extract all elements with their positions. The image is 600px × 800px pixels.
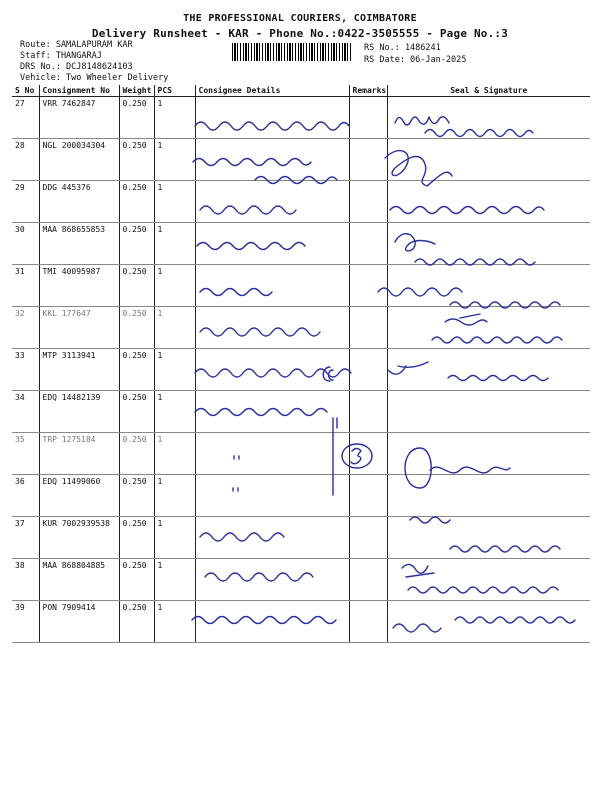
row-signature bbox=[387, 265, 590, 307]
table-row bbox=[12, 601, 590, 643]
row-consignment-no: MTP 3113941 bbox=[39, 349, 119, 391]
row-consignment-no: MAA 868655853 bbox=[39, 223, 119, 265]
row-consignee-details bbox=[195, 601, 349, 643]
row-weight: 0.250 bbox=[119, 559, 154, 601]
table-row bbox=[12, 223, 590, 265]
row-weight: 0.250 bbox=[119, 307, 154, 349]
row-signature bbox=[387, 559, 590, 601]
row-pcs: 1 bbox=[154, 265, 195, 307]
row-signature bbox=[387, 391, 590, 433]
table-row bbox=[12, 391, 590, 433]
row-sno: 28 bbox=[12, 139, 39, 181]
row-weight: 0.250 bbox=[119, 433, 154, 475]
row-remarks bbox=[349, 433, 387, 475]
col-header-weight: Weight bbox=[119, 85, 154, 97]
row-weight: 0.250 bbox=[119, 601, 154, 643]
col-header-remarks: Remarks bbox=[349, 85, 387, 97]
table-row bbox=[12, 349, 590, 391]
row-signature bbox=[387, 181, 590, 223]
row-consignment-no: MAA 868804885 bbox=[39, 559, 119, 601]
row-pcs: 1 bbox=[154, 517, 195, 559]
row-sno: 36 bbox=[12, 475, 39, 517]
table-row bbox=[12, 97, 590, 139]
row-weight: 0.250 bbox=[119, 181, 154, 223]
col-header-sno: S No bbox=[12, 85, 39, 97]
row-consignment-no: KKL 177647 bbox=[39, 307, 119, 349]
row-sno: 33 bbox=[12, 349, 39, 391]
row-sno: 27 bbox=[12, 97, 39, 139]
row-weight: 0.250 bbox=[119, 139, 154, 181]
row-signature bbox=[387, 97, 590, 139]
table-row bbox=[12, 475, 590, 517]
row-remarks bbox=[349, 223, 387, 265]
row-remarks bbox=[349, 349, 387, 391]
row-consignment-no: EDQ 11499060 bbox=[39, 475, 119, 517]
col-header-pcs: PCS bbox=[154, 85, 195, 97]
row-consignee-details bbox=[195, 181, 349, 223]
rs-number: RS No.: 1486241 bbox=[364, 43, 441, 53]
row-consignee-details bbox=[195, 391, 349, 433]
row-consignee-details bbox=[195, 475, 349, 517]
col-header-consignment: Consignment No bbox=[39, 85, 119, 97]
row-consignment-no: KUR 7002939538 bbox=[39, 517, 119, 559]
row-signature bbox=[387, 601, 590, 643]
row-remarks bbox=[349, 181, 387, 223]
row-pcs: 1 bbox=[154, 601, 195, 643]
row-consignee-details bbox=[195, 307, 349, 349]
row-weight: 0.250 bbox=[119, 265, 154, 307]
row-remarks bbox=[349, 475, 387, 517]
row-signature bbox=[387, 307, 590, 349]
row-weight: 0.250 bbox=[119, 475, 154, 517]
table-row bbox=[12, 517, 590, 559]
row-consignee-details bbox=[195, 139, 349, 181]
table-row bbox=[12, 559, 590, 601]
row-signature bbox=[387, 349, 590, 391]
row-consignment-no: TRP 1275184 bbox=[39, 433, 119, 475]
table-row bbox=[12, 139, 590, 181]
vehicle-label: Vehicle: Two Wheeler Delivery bbox=[20, 73, 169, 83]
row-consignment-no: TMI 40095987 bbox=[39, 265, 119, 307]
row-signature bbox=[387, 433, 590, 475]
row-consignment-no: NGL 200034304 bbox=[39, 139, 119, 181]
row-sno: 38 bbox=[12, 559, 39, 601]
staff-label: Staff: THANGARAJ bbox=[20, 51, 102, 61]
row-pcs: 1 bbox=[154, 97, 195, 139]
row-weight: 0.250 bbox=[119, 223, 154, 265]
row-sno: 39 bbox=[12, 601, 39, 643]
row-consignee-details bbox=[195, 517, 349, 559]
row-remarks bbox=[349, 517, 387, 559]
row-signature bbox=[387, 223, 590, 265]
row-remarks bbox=[349, 307, 387, 349]
row-signature bbox=[387, 475, 590, 517]
row-weight: 0.250 bbox=[119, 391, 154, 433]
row-consignee-details bbox=[195, 265, 349, 307]
row-sno: 37 bbox=[12, 517, 39, 559]
row-pcs: 1 bbox=[154, 139, 195, 181]
runsheet-title: THE PROFESSIONAL COURIERS, COIMBATORE bbox=[183, 13, 417, 24]
row-sno: 31 bbox=[12, 265, 39, 307]
row-consignment-no: EDQ 14482139 bbox=[39, 391, 119, 433]
row-remarks bbox=[349, 265, 387, 307]
row-sno: 29 bbox=[12, 181, 39, 223]
row-consignment-no: PON 7909414 bbox=[39, 601, 119, 643]
table-row bbox=[12, 181, 590, 223]
row-consignment-no: DDG 445376 bbox=[39, 181, 119, 223]
row-signature bbox=[387, 139, 590, 181]
row-pcs: 1 bbox=[154, 475, 195, 517]
row-remarks bbox=[349, 139, 387, 181]
row-pcs: 1 bbox=[154, 223, 195, 265]
row-sno: 32 bbox=[12, 307, 39, 349]
rs-date: RS Date: 06-Jan-2025 bbox=[364, 55, 467, 65]
table-row bbox=[12, 433, 590, 475]
row-pcs: 1 bbox=[154, 349, 195, 391]
route-label: Route: SAMALAPURAM KAR bbox=[20, 40, 133, 50]
col-header-signature: Seal & Signature bbox=[387, 85, 590, 97]
row-consignee-details bbox=[195, 559, 349, 601]
runsheet-subtitle: Delivery Runsheet - KAR - Phone No.:0422-3505555 - Page No.:3 bbox=[91, 27, 509, 40]
row-weight: 0.250 bbox=[119, 97, 154, 139]
row-weight: 0.250 bbox=[119, 349, 154, 391]
drs-number: DRS No.: DCJ8148624103 bbox=[20, 62, 133, 72]
table-row bbox=[12, 265, 590, 307]
row-remarks bbox=[349, 601, 387, 643]
row-consignee-details bbox=[195, 223, 349, 265]
row-consignee-details bbox=[195, 433, 349, 475]
col-header-consignee: Consignee Details bbox=[195, 85, 349, 97]
row-pcs: 1 bbox=[154, 307, 195, 349]
table-row bbox=[12, 307, 590, 349]
row-consignee-details bbox=[195, 349, 349, 391]
table-header-row bbox=[12, 85, 590, 97]
row-remarks bbox=[349, 391, 387, 433]
row-remarks bbox=[349, 559, 387, 601]
row-pcs: 1 bbox=[154, 433, 195, 475]
runsheet-table bbox=[12, 85, 590, 643]
row-sno: 34 bbox=[12, 391, 39, 433]
row-weight: 0.250 bbox=[119, 517, 154, 559]
row-pcs: 1 bbox=[154, 181, 195, 223]
row-consignee-details bbox=[195, 97, 349, 139]
row-sno: 35 bbox=[12, 433, 39, 475]
row-signature bbox=[387, 517, 590, 559]
row-pcs: 1 bbox=[154, 391, 195, 433]
row-sno: 30 bbox=[12, 223, 39, 265]
row-consignment-no: VRR 7462847 bbox=[39, 97, 119, 139]
row-remarks bbox=[349, 97, 387, 139]
row-pcs: 1 bbox=[154, 559, 195, 601]
